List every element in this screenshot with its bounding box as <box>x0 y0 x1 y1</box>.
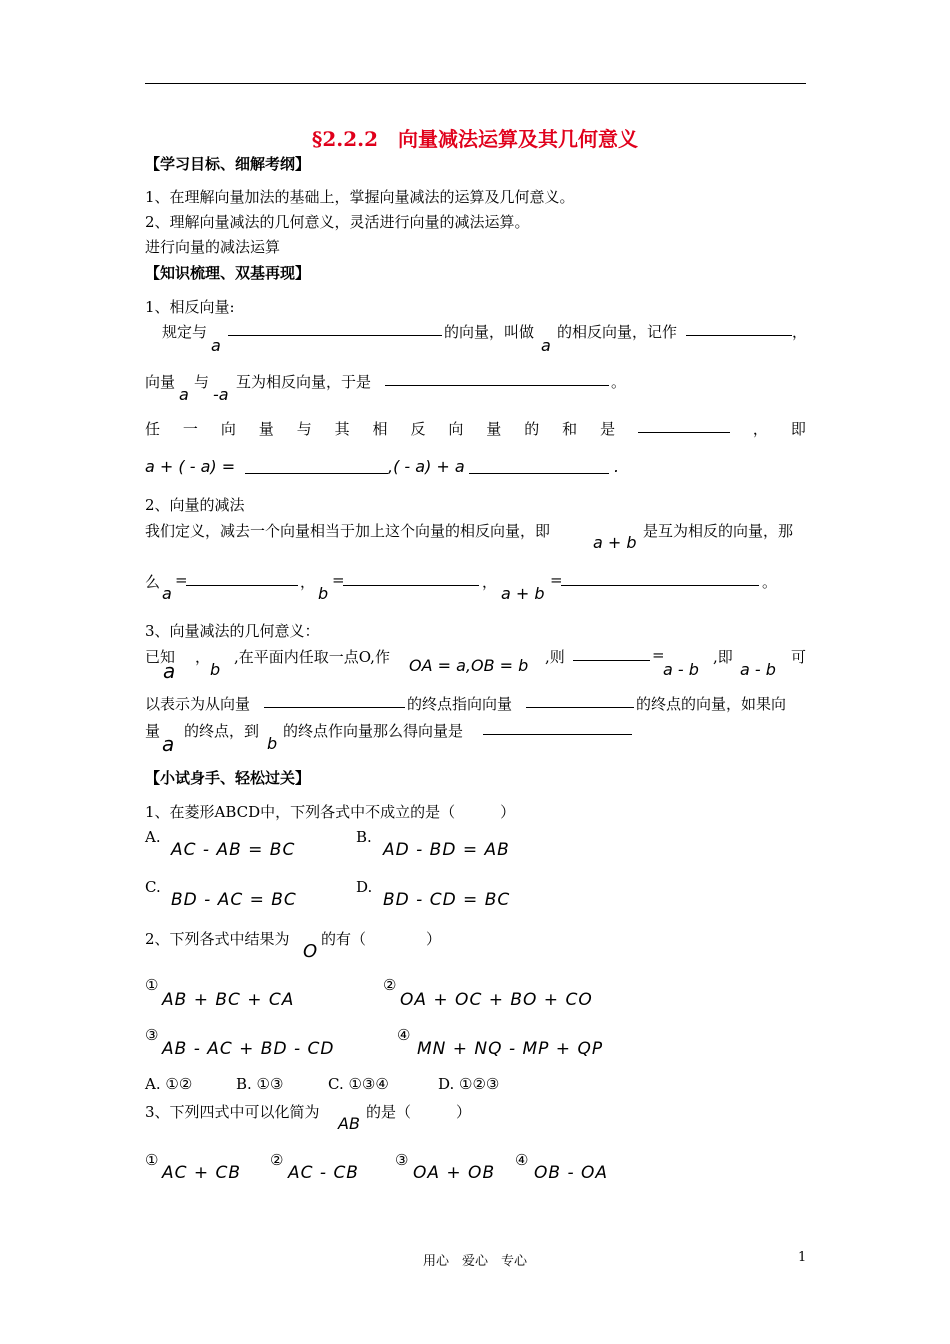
text-vector: 向量 <box>145 373 176 391</box>
section-heading-goals: 【学习目标、细解考纲】 <box>145 155 311 173</box>
text-then: ,则 <box>545 648 565 666</box>
item-expr: OA + OC + BO + CO <box>400 990 593 1010</box>
page-title: §2.2.2 向量减法运算及其几何意义 <box>311 127 639 151</box>
item-number: ① <box>145 976 159 994</box>
goal-line-1: 1、在理解向量加法的基础上，掌握向量减法的运算及几何意义。 <box>145 188 575 206</box>
question-1: 1、在菱形ABCD中，下列各式中不成立的是（ ） <box>145 803 516 821</box>
option-label-b: B. <box>356 828 372 846</box>
blank-field <box>343 571 479 590</box>
blank-field <box>228 321 442 340</box>
text-and: 与 <box>194 373 210 391</box>
geometric-meaning-heading: 3、向量减法的几何意义： <box>145 622 320 640</box>
period: 。 <box>611 373 627 391</box>
question-2-end: 的有（ ） <box>321 930 442 948</box>
option-expr-b: AD - BD = AB <box>383 840 510 860</box>
option-label-d: D. <box>356 878 373 896</box>
item-expr: AC + CB <box>162 1163 242 1183</box>
goal-line-3: 进行向量的减法运算 <box>145 238 281 256</box>
question-2: 2、下列各式中结果为 <box>145 930 290 948</box>
symbol-a-minus-b: a - b <box>663 660 699 679</box>
option-expr-d: BD - CD = BC <box>383 890 511 910</box>
subtraction-heading: 2、向量的减法 <box>145 496 245 514</box>
option-label-c: C. <box>145 878 161 896</box>
blank-field <box>686 321 792 340</box>
symbol-b: b <box>267 734 278 753</box>
equation-oa-ob: OA = a,OB = b <box>409 656 529 675</box>
comma: ， <box>792 323 808 341</box>
item-number: ③ <box>145 1026 159 1044</box>
text-represent-from: 以表示为从向量 <box>145 695 251 713</box>
text-endpoint-to: 的终点指向向量 <box>407 695 513 713</box>
symbol-a-plus-b: a + b <box>501 584 545 603</box>
period: . <box>614 457 620 476</box>
item-number: ① <box>145 1151 159 1169</box>
footer-slogan: 用心 爱心 专心 <box>422 1254 527 1269</box>
text-mutually-opposite: 是互为相反的向量，那 <box>643 522 794 540</box>
comma: ， <box>300 573 316 591</box>
text-rule: 规定与 <box>162 323 208 341</box>
blank-field <box>469 459 609 478</box>
symbol-a: a <box>541 336 551 355</box>
symbol-a: a <box>179 385 189 404</box>
comma: ， <box>482 573 498 591</box>
comma: ， <box>195 648 211 666</box>
symbol-a: a <box>162 732 175 756</box>
text-mutually-opposite: 互为相反向量，于是 <box>236 373 372 391</box>
equals: = <box>550 571 563 589</box>
item-number: ② <box>270 1151 284 1169</box>
equation-a-plus-neg-a: a + ( - a) = <box>145 457 236 476</box>
symbol-zero-vector: O <box>303 941 318 962</box>
symbol-a-minus-b: a - b <box>740 660 776 679</box>
period: 。 <box>762 573 778 591</box>
blank-field <box>483 720 632 739</box>
text-denoted: 的相反向量，记作 <box>557 323 678 341</box>
equals: = <box>332 571 345 589</box>
symbol-b: b <box>318 584 329 603</box>
equals: = <box>175 571 188 589</box>
blank-field <box>561 571 759 590</box>
blank-field <box>385 371 609 390</box>
section-heading-practice: 【小试身手、轻松过关】 <box>145 769 311 787</box>
item-number: ④ <box>515 1151 529 1169</box>
symbol-ab: AB <box>338 1114 360 1133</box>
text-given: 已知 <box>145 648 176 666</box>
subtraction-definition: 我们定义，减去一个向量相当于加上这个向量的相反向量，即 <box>145 522 551 540</box>
blank-field <box>573 646 650 665</box>
text-result-vector: 的终点作向量那么得向量是 <box>283 722 464 740</box>
symbol-b: b <box>210 660 221 679</box>
symbol-neg-a: -a <box>213 385 229 404</box>
item-expr: AB - AC + BD - CD <box>162 1039 335 1059</box>
text-then: 么 <box>145 573 161 591</box>
blank-field <box>638 418 730 439</box>
option-expr-c: BD - AC = BC <box>171 890 297 910</box>
symbol-a: a <box>211 336 221 355</box>
option-expr-a: AC - AB = BC <box>171 840 296 860</box>
item-expr: OA + OB <box>413 1163 496 1183</box>
blank-field <box>186 571 298 590</box>
option-label-a: A. <box>145 828 161 846</box>
choice-b: B. ①③ <box>236 1075 284 1093</box>
symbol-a-plus-b: a + b <box>593 533 637 552</box>
goal-line-2: 2、理解向量减法的几何意义，灵活进行向量的减法运算。 <box>145 213 530 231</box>
text-can: 可 <box>791 648 807 666</box>
text-vector: 量 <box>145 722 161 740</box>
header-rule <box>145 83 806 84</box>
text-vector-called: 的向量，叫做 <box>444 323 535 341</box>
item-expr: AC - CB <box>288 1163 359 1183</box>
question-3-end: 的是（ ） <box>366 1103 472 1121</box>
item-number: ② <box>383 976 397 994</box>
opposite-vector-heading: 1、相反向量: <box>145 298 235 316</box>
text-take-point: ,在平面内任取一点O,作 <box>234 648 390 666</box>
choice-d: D. ①②③ <box>438 1075 500 1093</box>
item-number: ③ <box>395 1151 409 1169</box>
text-endpoint-vector: 的终点的向量，如果向 <box>636 695 787 713</box>
text-endpoint-to: 的终点，到 <box>184 722 260 740</box>
item-expr: AB + BC + CA <box>162 990 295 1010</box>
question-3: 3、下列四式中可以化简为 <box>145 1103 320 1121</box>
symbol-a: a <box>163 659 176 683</box>
equation-neg-a-plus-a: ,( - a) + a <box>388 457 465 476</box>
item-expr: MN + NQ - MP + QP <box>417 1039 604 1059</box>
blank-field <box>245 459 388 478</box>
blank-field <box>526 693 634 712</box>
page-number: 1 <box>798 1250 807 1265</box>
section-heading-knowledge: 【知识梳理、双基再现】 <box>145 264 311 282</box>
spread-text-line: 任 一 向 量 与 其 相 反 向 量 的 和 是 ， 即 <box>145 420 806 438</box>
equals: = <box>652 646 665 664</box>
blank-field <box>264 693 405 712</box>
item-expr: OB - OA <box>534 1163 608 1183</box>
symbol-a: a <box>162 584 172 603</box>
item-number: ④ <box>397 1026 411 1044</box>
text-namely: ,即 <box>713 648 733 666</box>
choice-a: A. ①② <box>145 1075 193 1093</box>
choice-c: C. ①③④ <box>328 1075 389 1093</box>
